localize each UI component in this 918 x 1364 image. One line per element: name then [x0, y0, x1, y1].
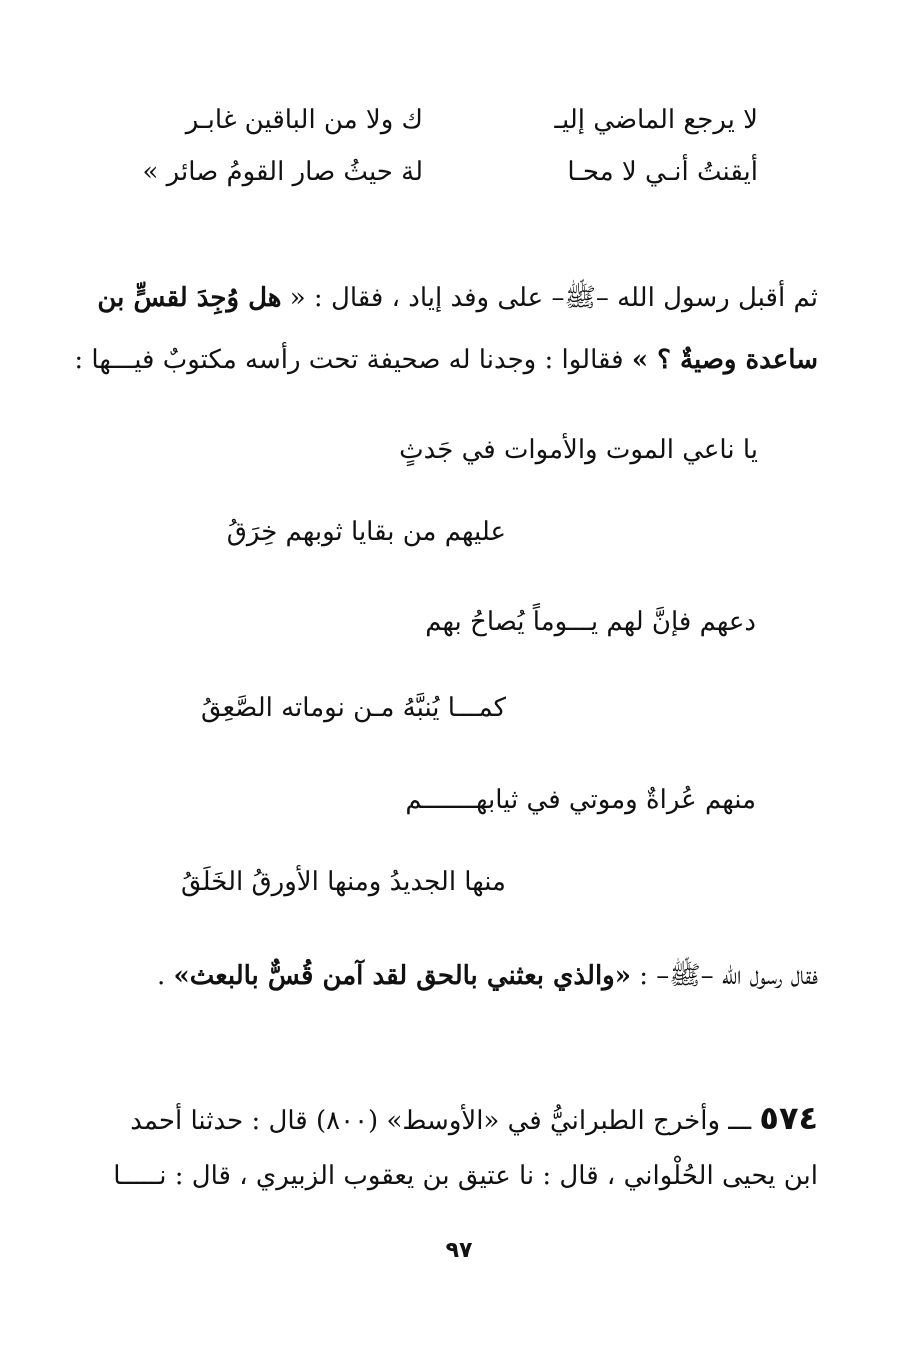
- hadith-number: ٥٧٤: [759, 1099, 818, 1137]
- couplet-line2-left: لة حيثُ صار القومُ صائر »: [142, 157, 423, 187]
- narrative-line1: [97, 278, 818, 318]
- narrative-line1-text: ثم أقبل رسول الله –ﷺ– على وفد إياد ، فقال : «: [289, 283, 818, 313]
- closing-intro: فقال رسول الله –ﷺ– :: [639, 961, 818, 991]
- poem-verse-5: منهم عُراةٌ وموتي في ثيابهـــــــم: [405, 785, 756, 815]
- poem-verse-2: عليهم من بقايا ثوبهم خِرَقُ: [226, 517, 506, 547]
- closing-quote: «والذي بعثني بالحق لقد آمن قُسٌّ بالبعث»: [173, 961, 631, 991]
- narrative-line2-quote: ساعدة وصيةٌ ؟ »: [631, 345, 818, 375]
- poem-verse-3: دعهم فإنَّ لهم يـــوماً يُصاحُ بهم: [425, 607, 756, 637]
- narrative-line2-text: فقالوا : وجدنا له صحيفة تحت رأسه مكتوبٌ فيـــها :: [74, 345, 624, 375]
- closing-line: [157, 956, 818, 996]
- hadith-line1-text: ـــ وأخرج الطبرانيُّ في «الأوسط» (٨٠٠) قال : حدثنا أحمد: [130, 1106, 752, 1136]
- poem-verse-1: يا ناعي الموت والأموات في جَدثٍ: [399, 435, 758, 465]
- couplet-line1-right: لا يرجع الماضي إليـ: [554, 105, 758, 135]
- closing-period: .: [157, 961, 166, 991]
- narrative-line1-quote: هل وُجِدَ لقسٍّ بن: [97, 283, 282, 313]
- page-number: ٩٧: [445, 1238, 473, 1263]
- poem-verse-6: منها الجديدُ ومنها الأورقُ الخَلَقُ: [181, 867, 506, 897]
- hadith-line1: [130, 1098, 818, 1141]
- couplet-line1-left: ك ولا من الباقين غابـر: [185, 105, 423, 135]
- narrative-line2: [74, 340, 818, 380]
- poem-verse-4: كمـــا يُنبَّهُ مـن نوماته الصَّعِقُ: [200, 693, 506, 723]
- hadith-line2: ابن يحيى الحُلْواني ، قال : نا عتيق بن يعقوب الزبيري ، قال : نـــــا: [113, 1161, 818, 1191]
- couplet-line2-right: أيقنتُ أنـي لا محـا: [567, 157, 758, 187]
